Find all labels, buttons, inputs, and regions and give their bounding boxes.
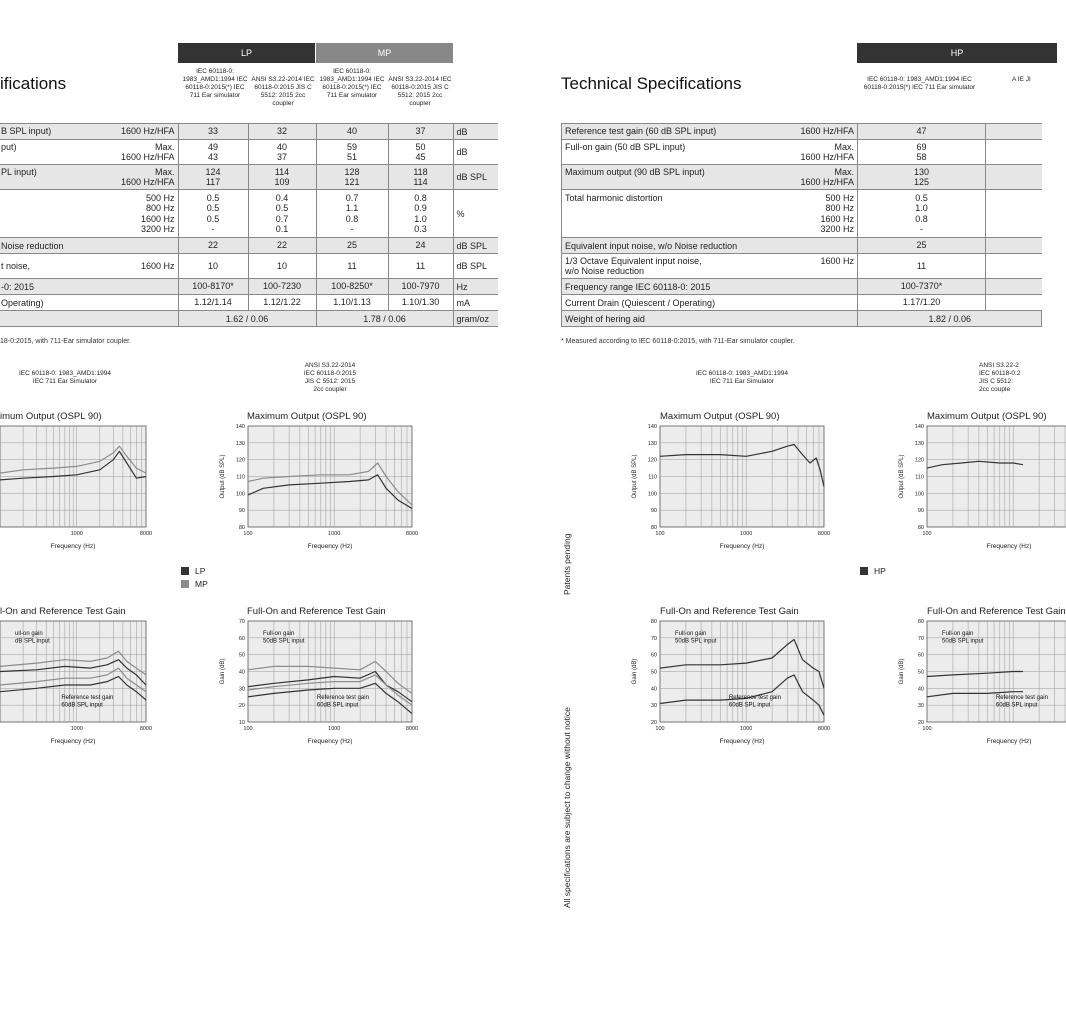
y-tick-label: 130: [914, 440, 924, 447]
cell-value: 118 114: [388, 165, 453, 190]
cell-value: 0.5 1.0 0.8 -: [858, 190, 986, 238]
cell-value: 33: [178, 124, 248, 140]
y-tick-label: 90: [650, 508, 657, 515]
cell-value: 100-7230: [248, 279, 316, 295]
row-label: [562, 279, 858, 295]
x-tick-label: 1000: [70, 726, 83, 732]
cell-value: 40 37: [248, 140, 316, 165]
row-label-text: PL input): [1, 166, 37, 177]
x-axis-label: Frequency (Hz): [986, 543, 1032, 550]
y-tick-label: 70: [650, 635, 657, 642]
cell-value: 0.4 0.5 0.7 0.1: [248, 190, 316, 238]
legend-label: LP: [195, 566, 206, 576]
table-row: [0, 124, 498, 140]
cell-value: 11: [388, 254, 453, 279]
page-title: ifications: [0, 74, 67, 93]
cell-value: [986, 190, 1042, 238]
y-tick-label: 20: [917, 720, 924, 726]
row-condition: 1600 Hz/HFA: [800, 126, 854, 137]
table-row: [562, 311, 1042, 327]
row-condition: 1600 Hz/HFA: [120, 126, 175, 137]
row-label: [0, 190, 178, 238]
y-tick-label: 60: [917, 652, 924, 659]
cell-value: [986, 279, 1042, 295]
y-tick-label: 50: [650, 669, 657, 676]
table-row: [0, 295, 498, 311]
row-label-text: t noise,: [1, 260, 31, 271]
x-axis-label: Frequency (Hz): [50, 738, 96, 745]
chart-annotation: 60dB SPL input: [728, 702, 771, 709]
cell-value: [986, 238, 1042, 254]
y-tick-label: 40: [650, 686, 657, 693]
cell-value: 47: [858, 124, 986, 140]
cell-value: 11: [316, 254, 388, 279]
y-tick-label: 90: [238, 508, 245, 515]
maximum-output-chart-ansi: [0, 413, 430, 558]
y-tick-label: 80: [917, 619, 924, 625]
chart-title: Maximum Output (OSPL 90): [660, 411, 780, 422]
y-tick-label: 110: [648, 474, 657, 481]
row-label: [562, 124, 858, 140]
left-page: [0, 0, 512, 1024]
unit-cell: mA: [453, 295, 498, 311]
chart-annotation: Reference test gain: [316, 694, 369, 701]
row-label: [0, 311, 178, 327]
x-tick-label: 8000: [139, 726, 153, 732]
legend-label: HP: [874, 566, 886, 576]
x-tick-label: 100: [655, 726, 665, 732]
x-tick-label: 100: [922, 531, 932, 537]
y-tick-label: 20: [650, 720, 657, 726]
lp-group-header: LP: [178, 43, 315, 63]
cell-value: 69 58: [858, 140, 986, 165]
table-row: [0, 140, 498, 165]
cell-value: 10: [248, 254, 316, 279]
y-tick-label: 130: [235, 440, 245, 447]
maximum-output-chart-ansi: [512, 413, 1032, 558]
cell-value: 11: [858, 254, 986, 279]
right-page: [512, 0, 1066, 1024]
y-tick-label: 80: [238, 525, 245, 531]
chart-annotation: 50dB SPL input: [675, 638, 717, 645]
row-label: [562, 190, 858, 238]
y-tick-label: 30: [917, 703, 924, 710]
chart-title: imum Output (OSPL 90): [0, 411, 102, 422]
row-label-text: Reference test gain (60 dB SPL input): [565, 126, 717, 137]
chart-title: Full-On and Reference Test Gain: [660, 606, 799, 617]
specifications-table: [561, 123, 1042, 327]
row-label: [562, 311, 858, 327]
x-axis-label: Frequency (Hz): [307, 738, 353, 745]
chart-title: Maximum Output (OSPL 90): [247, 411, 367, 422]
footnote: * Measured according to IEC 60118-0:2015, with 711-Ear simulator coupler.: [561, 338, 795, 345]
column-header: IEC 60118-0: 1983_AMD1:1994 IEC 60118-0:2015(*) IEC 711 Ear simulator: [182, 68, 248, 99]
cell-value: [986, 140, 1042, 165]
y-axis-label: Gain (dB): [220, 658, 226, 685]
chart-title: Maximum Output (OSPL 90): [927, 411, 1047, 422]
y-tick-label: 90: [917, 508, 924, 515]
table-row: [562, 190, 1042, 238]
cell-value: 100-8170*: [178, 279, 248, 295]
x-tick-label: 1000: [328, 726, 341, 732]
chart-standard-heading: IEC 60118-0: 1983_AMD1:1994 IEC 711 Ear Simulator: [18, 370, 112, 385]
cell-value: 1.10/1.13: [316, 295, 388, 311]
cell-value: 100-7370*: [858, 279, 986, 295]
x-tick-label: 8000: [817, 531, 831, 537]
cell-value: [986, 124, 1042, 140]
cell-value: 25: [858, 238, 986, 254]
mp-group-header: MP: [316, 43, 453, 63]
row-label-text: -0: 2015: [1, 281, 35, 292]
cell-value: [986, 295, 1042, 311]
cell-value: 0.7 1.1 0.8 -: [316, 190, 388, 238]
y-tick-label: 140: [235, 424, 245, 430]
y-axis-label: Gain (dB): [632, 658, 638, 685]
y-tick-label: 140: [914, 424, 924, 430]
cell-value: 24: [388, 238, 453, 254]
y-tick-label: 120: [235, 457, 245, 464]
row-condition: Max. 1600 Hz/HFA: [120, 166, 175, 187]
chart-annotation: Full-on gain: [263, 631, 295, 637]
legend-label: MP: [195, 579, 208, 589]
unit-cell: dB SPL: [453, 254, 498, 279]
row-label: [0, 165, 178, 190]
y-tick-label: 40: [238, 669, 245, 676]
chart-annotation: 50dB SPL input: [942, 638, 984, 645]
cell-value: 114 109: [248, 165, 316, 190]
chart-title: Full-On and Reference Test Gain: [927, 606, 1066, 617]
row-label-text: put): [1, 141, 17, 152]
y-tick-label: 110: [915, 474, 924, 481]
x-axis-label: Frequency (Hz): [719, 543, 765, 550]
cell-value: 1.12/1.22: [248, 295, 316, 311]
row-label-text: Operating): [1, 297, 44, 308]
row-condition: 500 Hz 800 Hz 1600 Hz 3200 Hz: [820, 192, 854, 234]
y-tick-label: 20: [238, 703, 245, 710]
y-tick-label: 50: [917, 669, 924, 676]
row-label-text: B SPL input): [1, 126, 52, 137]
row-label: [562, 165, 858, 190]
chart-annotation: 60dB SPL input: [995, 702, 1038, 709]
row-label-text: Current Drain (Quiescent / Operating): [565, 297, 716, 308]
column-header: IEC 60118-0: 1983_AMD1:1994 IEC 60118-0:2015(*) IEC 711 Ear simulator: [319, 68, 385, 99]
x-tick-label: 100: [922, 726, 932, 732]
cell-value: 59 51: [316, 140, 388, 165]
unit-cell: dB SPL: [453, 238, 498, 254]
row-label: [562, 254, 858, 279]
cell-value: 40: [316, 124, 388, 140]
unit-cell: Hz: [453, 279, 498, 295]
row-condition: Max. 1600 Hz/HFA: [120, 141, 175, 162]
legend-item-mp: [181, 579, 208, 589]
cell-value: 22: [248, 238, 316, 254]
legend-item-lp: [181, 566, 205, 576]
table-row: [562, 124, 1042, 140]
y-axis-label: Output (dB SPL): [220, 454, 226, 499]
table-row: [562, 295, 1042, 311]
cell-value: 1.17/1.20: [858, 295, 986, 311]
chart-standard-heading: IEC 60118-0: 1983_AMD1:1994 IEC 711 Ear Simulator: [695, 370, 789, 385]
x-tick-label: 100: [243, 531, 253, 537]
cell-value: 1.12/1.14: [178, 295, 248, 311]
cell-value: 50 45: [388, 140, 453, 165]
legend-swatch: [181, 580, 189, 588]
table-row: [0, 190, 498, 238]
table-row: [0, 311, 498, 327]
x-tick-label: 100: [243, 726, 253, 732]
table-row: [0, 254, 498, 279]
column-header: IEC 60118-0: 1983_AMD1:1994 IEC 60118-0:2015(*) IEC 711 Ear simulator: [863, 76, 976, 91]
x-axis-label: Frequency (Hz): [719, 738, 765, 745]
y-tick-label: 70: [238, 619, 245, 625]
y-tick-label: 120: [647, 457, 657, 464]
row-label-text: Maximum output (90 dB SPL input): [565, 166, 705, 177]
x-tick-label: 1000: [740, 726, 753, 732]
cell-value: 32: [248, 124, 316, 140]
column-header: ANSI S3.22-2014 IEC 60118-0:2015 JIS C 5512: 2015 2cc coupler: [388, 76, 452, 107]
chart-annotation: 60dB SPL input: [316, 702, 359, 709]
row-label-text: Equivalent input noise, w/o Noise reduction: [565, 240, 738, 251]
cell-value: [986, 165, 1042, 190]
table-row: [562, 238, 1042, 254]
row-label: [562, 238, 858, 254]
cell-value: 22: [178, 238, 248, 254]
row-label-text: Total harmonic distortion: [565, 192, 663, 203]
legend-item-hp: [860, 566, 886, 576]
chart-standard-heading: ANSI S3.22-2 IEC 60118-0:2 JIS C 5512: 2cc couple: [979, 362, 1021, 393]
row-condition: 500 Hz 800 Hz 1600 Hz 3200 Hz: [140, 192, 175, 234]
cell-value: 1.78 / 0.06: [316, 311, 453, 327]
chart-annotation: Reference test gain: [61, 694, 114, 701]
cell-value: 100-7970: [388, 279, 453, 295]
y-tick-label: 30: [238, 686, 245, 693]
table-row: [0, 165, 498, 190]
unit-cell: gram/oz: [453, 311, 498, 327]
row-label: [0, 279, 178, 295]
table-row: [562, 140, 1042, 165]
cell-value: 100-8250*: [316, 279, 388, 295]
row-label: [0, 238, 178, 254]
y-tick-label: 60: [650, 652, 657, 659]
unit-cell: dB: [453, 124, 498, 140]
row-label: [562, 140, 858, 165]
page-title: Technical Specifications: [561, 74, 742, 93]
chart-annotation: Full-on gain: [675, 631, 707, 637]
row-label: [562, 295, 858, 311]
y-tick-label: 110: [236, 474, 245, 481]
row-label-text: Frequency range IEC 60118-0: 2015: [565, 281, 711, 292]
x-tick-label: 100: [655, 531, 665, 537]
x-axis-label: Frequency (Hz): [50, 543, 96, 550]
chart-annotation: ull-on gain: [15, 631, 43, 637]
side-note-disclaimer: All specifications are subject to change without notice: [562, 707, 572, 908]
chart-standard-heading: ANSI S3.22-2014 IEC 60118-0:2015 JIS C 5512: 2015 2cc coupler: [303, 362, 357, 393]
cell-value: [986, 254, 1042, 279]
x-tick-label: 8000: [817, 726, 831, 732]
row-label: [0, 140, 178, 165]
y-tick-label: 50: [238, 652, 245, 659]
unit-cell: %: [453, 190, 498, 238]
legend-swatch: [181, 567, 189, 575]
table-row: [562, 279, 1042, 295]
y-tick-label: 130: [647, 440, 657, 447]
table-row: [0, 279, 498, 295]
y-tick-label: 30: [650, 703, 657, 710]
cell-value: 130 125: [858, 165, 986, 190]
x-tick-label: 8000: [139, 531, 153, 537]
row-condition: Max. 1600 Hz/HFA: [800, 166, 854, 187]
row-condition: 1600 Hz: [140, 260, 175, 271]
specifications-table: [0, 123, 498, 327]
legend-swatch: [860, 567, 868, 575]
cell-value: 1.62 / 0.06: [178, 311, 316, 327]
y-tick-label: 120: [914, 457, 924, 464]
cell-value: 0.8 0.9 1.0 0.3: [388, 190, 453, 238]
table-row: [0, 238, 498, 254]
y-tick-label: 100: [647, 491, 657, 498]
row-label: [0, 295, 178, 311]
row-condition: 1600 Hz: [820, 256, 854, 266]
cell-value: 0.5 0.5 0.5 -: [178, 190, 248, 238]
cell-value: 128 121: [316, 165, 388, 190]
x-axis-label: Frequency (Hz): [307, 543, 353, 550]
row-label-text: Full-on gain (50 dB SPL input): [565, 141, 686, 152]
x-tick-label: 1000: [740, 531, 753, 537]
chart-annotation: dB SPL input: [15, 638, 50, 645]
cell-value: 1.10/1.30: [388, 295, 453, 311]
unit-cell: dB: [453, 140, 498, 165]
y-tick-label: 140: [647, 424, 657, 430]
chart-title: l-On and Reference Test Gain: [0, 606, 126, 617]
x-tick-label: 1000: [70, 531, 83, 537]
y-tick-label: 70: [917, 635, 924, 642]
chart-annotation: Reference test gain: [995, 694, 1048, 701]
chart-title: Full-On and Reference Test Gain: [247, 606, 386, 617]
row-condition: Max. 1600 Hz/HFA: [800, 141, 854, 162]
chart-annotation: 60dB SPL input: [61, 702, 103, 709]
x-tick-label: 1000: [328, 531, 341, 537]
hp-group-header: HP: [857, 43, 1057, 63]
x-tick-label: 8000: [405, 531, 419, 537]
x-axis-label: Frequency (Hz): [986, 738, 1032, 745]
column-header: A IE JI: [1012, 76, 1031, 83]
cell-value: 25: [316, 238, 388, 254]
unit-cell: dB SPL: [453, 165, 498, 190]
y-tick-label: 100: [914, 491, 924, 498]
row-label-text: Weight of hering aid: [565, 313, 645, 324]
y-tick-label: 80: [650, 619, 657, 625]
table-row: [562, 254, 1042, 279]
y-axis-label: Gain (dB): [899, 658, 905, 685]
chart-annotation: Full-on gain: [942, 631, 974, 637]
y-tick-label: 100: [235, 491, 245, 498]
cell-value: 10: [178, 254, 248, 279]
y-tick-label: 80: [917, 525, 924, 531]
y-axis-label: Output (dB SPL): [899, 454, 905, 499]
gain-chart-ansi: [512, 608, 1048, 753]
row-label: [0, 124, 178, 140]
row-label-text: 1/3 Octave Equivalent input noise, w/o Noise reduction: [565, 256, 702, 276]
cell-value: 37: [388, 124, 453, 140]
table-row: [562, 165, 1042, 190]
column-header: ANSI S3.22-2014 IEC 60118-0:2015 JIS C 5512: 2015 2cc coupler: [251, 76, 315, 107]
y-tick-label: 60: [238, 635, 245, 642]
chart-annotation: 50dB SPL input: [263, 638, 305, 645]
cell-value: 1.82 / 0.06: [858, 311, 1042, 327]
y-tick-label: 80: [650, 525, 657, 531]
cell-value: 49 43: [178, 140, 248, 165]
x-tick-label: 8000: [405, 726, 419, 732]
y-tick-label: 10: [238, 720, 245, 726]
y-axis-label: Output (dB SPL): [632, 454, 638, 499]
row-label-text: Noise reduction: [1, 240, 64, 251]
row-label: [0, 254, 178, 279]
side-note-patents: Patents pending: [562, 533, 572, 595]
cell-value: 124 117: [178, 165, 248, 190]
gain-chart-ansi: [0, 608, 430, 753]
y-tick-label: 40: [917, 686, 924, 693]
chart-annotation: Reference test gain: [728, 694, 781, 701]
footnote: 18-0:2015, with 711-Ear simulator coupler.: [0, 338, 131, 345]
